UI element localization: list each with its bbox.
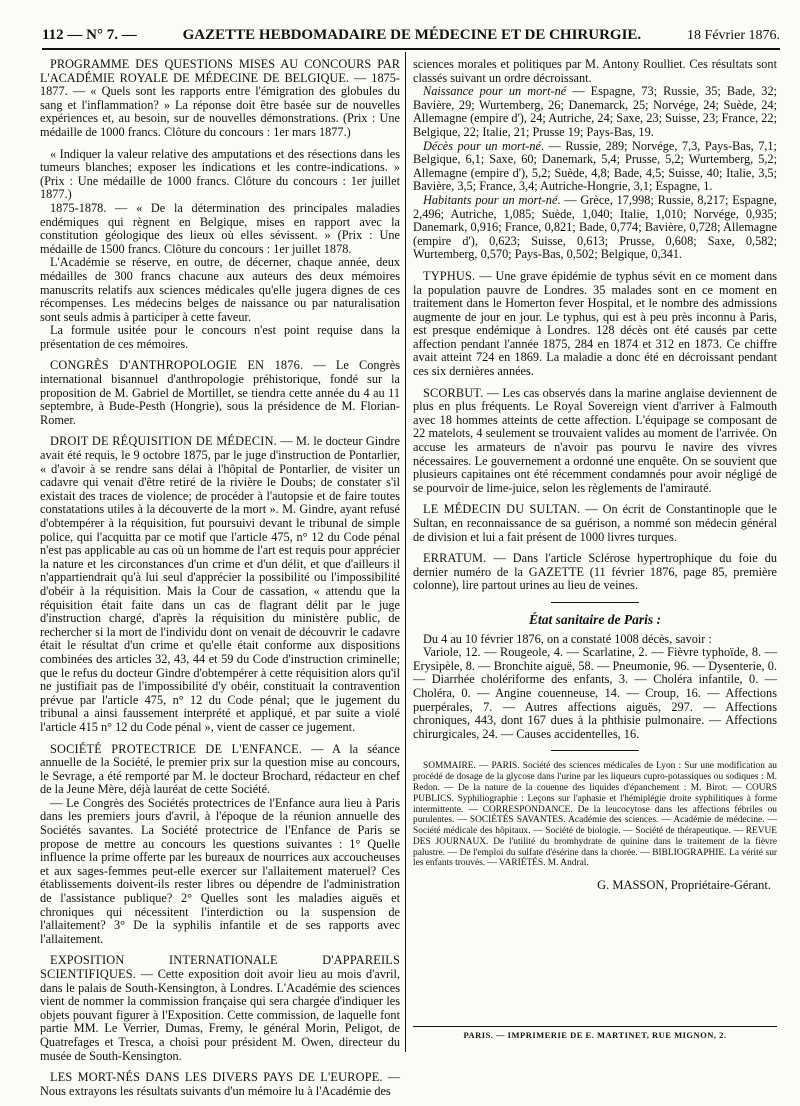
stillbirths-text: — Nous extrayons les résultats suivants d'un mémoire lu à l'Académie des: [40, 1070, 401, 1098]
stillbirths-title: LES MORT-NÉS DANS LES DIVERS PAYS DE L'EUROPE.: [50, 1070, 383, 1085]
journal-title: GAZETTE HEBDOMADAIRE DE MÉDECINE ET DE CHIRURGIE.: [182, 27, 642, 43]
issue-date: 18 Février 1876.: [687, 28, 780, 43]
births-label: Naissance pour un mort-né: [423, 84, 567, 99]
anthropology-text: — Le Congrès international bisannuel d'anthropologie préhistorique, fondé sur la proposition de M. Gabriel de Mortillet, se tiendra cette année du 4 au 11 septembre, à Bude-Pesth (Hongrie), sous la présidence de M. Florian-Romer.: [40, 358, 400, 427]
inhabitants-values: . — Grèce, 17,998; Russie, 8,217; Espagne, 2,496; Autriche, 1,085; Suède, 1,040; Italie, 1,010; Norvége, 0,935; Danemark, 0,916; France, 0,821; Bade, 0,774; Bavière, 0,728; Allemagne (empire d'), 0,623; Suisse, 0,613; Prusse, 0,608; Saxe, 0,582; Wurtemberg, 0,570; Pays-Bas, 0,502; Belgique, 0,341.: [413, 192, 777, 262]
erratum-text: — Dans l'article Sclérose hypertrophique du foie du dernier numéro de la GAZETTE (11 février 1876, page 85, première colonne), lire partout urines au lieu de veines.: [413, 551, 777, 593]
page-header: [42, 22, 780, 44]
typhus-text: — Une grave épidémie de typhus sévit en ce moment dans la population pauvre de Londres. 35 malades sont en ce moment en traitement dans le Homerton fever Hospital, et le nombre des admissions augmente de jour en jour. Le typhus, qui est à peu près inconnu à Paris, est presque endémique à Londres. 128 décès ont été causés par cette affection pendant l'année 1875, 284 en 1874 et 312 en 1873. Ce chiffre avait atteint 724 en 1869. La maladie a donc été en décroissant pendant ces six dernières années.: [413, 268, 777, 379]
sultan-article: [413, 503, 777, 544]
anthropology-title: CONGRÈS D'ANTHROPOLOGIE EN 1876.: [50, 358, 304, 373]
section-divider: [551, 602, 639, 603]
stillbirths-intro: [40, 1071, 400, 1098]
requisition-title: DROIT DE RÉQUISITION DE MÉDECIN.: [50, 434, 277, 449]
scurvy-title: SCORBUT.: [423, 385, 484, 400]
health-report-intro: Du 4 au 10 février 1876, on a constaté 1008 décès, savoir :: [423, 631, 712, 646]
childhood-title: SOCIÉTÉ PROTECTRICE DE L'ENFANCE.: [50, 741, 303, 756]
inhabitants-label: Habitants pour un mort-né: [423, 192, 558, 207]
academy-formula: La formule usitée pour le concours n'est point requise dans la présentation de ces mémoires.: [40, 323, 400, 351]
belgium-question-3: 1875-1878. — « De la détermination des principales maladies endémiques qui règnent en Belgique, mises en rapport avec la constitution géologique des lieux où elles sévissent. » (Prix : Une médaille de 1500 francs. Clôture du concours : 1er juillet 1878.: [40, 200, 400, 256]
exposition-article: [40, 954, 400, 1063]
right-column: [413, 58, 777, 893]
belgium-question-2: « Indiquer la valeur relative des amputations et des résections dans les tumeurs blanches; exposer les indications et les contre-indications. » (Prix : Une médaille de 1000 francs. Clôture du concours : 1er juillet 1877.): [40, 146, 400, 202]
exposition-title: EXPOSITION INTERNATIONALE D'APPAREILS SCIENTIFIQUES.: [40, 953, 400, 981]
exposition-text: — Cette exposition doit avoir lieu au mois d'avril, dans le palais de South-Kensington, à Londres. L'Académie des sciences vient de nommer la commission française qui sera chargée d'indiquer les objets pouvant figurer à l'Exposition. Cette commission, de laquelle font partie MM. Le Verrier, Dumas, Fremy, le général Morin, Peligot, de Quatrefages et Tresca, a choisi pour président M. Owen, directeur du musée de South-Kensington.: [40, 967, 400, 1063]
deaths-per-stillbirth: [413, 140, 777, 194]
scurvy-text: — Les cas observés dans la marine anglaise deviennent de plus en plus fréquents. Le Royal Sovereign vient d'arriver à Falmouth avec 18 hommes atteints de cette affection. L'équipage se composant de 22 matelots, 4 seulement se trouvaient valides au moment de l'arrivée. On accuse les armateurs de n'avoir pas pourvu le navire des vivres nécessaires. Le gouvernement a ordonné une enquête. On se souvient que plusieurs capitaines ont été récemment condamnés pour avoir négligé de se pourvoir de lime-juice, selon les règlements de l'amirauté.: [413, 385, 777, 495]
deaths-values: . — Russie, 289; Norvége, 7,3, Pays-Bas, 7,1; Belgique, 6,1; Saxe, 60; Danemark, 5,4; Prusse, 5,2; Wurtemberg, 5,2; Allemagne (empire d'), 5,2; Suède, 4,8; Bade, 4,5; Suisse, 40; Italie, 3,5; Bavière, 3,5; France, 3,4; Autriche-Hongrie, 3,1; Espagne, 1.: [413, 138, 777, 194]
header-rule: [42, 48, 780, 50]
printer-imprint: PARIS. — IMPRIMERIE DE E. MARTINET, RUE MIGNON, 2.: [413, 1026, 777, 1040]
publisher-signature: G. MASSON, Propriétaire-Gérant.: [597, 878, 771, 893]
stillbirths-continued: sciences morales et politiques par M. Antony Roulliet. Ces résultats sont classés suivant un ordre décroissant.: [413, 57, 777, 85]
requisition-text: — M. le docteur Gindre avait été requis, le 9 octobre 1875, par le juge d'instruction de Pontarlier, « d'avoir à se rendre sans délai à l'hôpital de Pontarlier, de visiter un cadavre qui venait d'être retiré de la rivière le Doubs; de constater s'il existait des traces de violence; de procéder à l'autopsie et de faire toutes constatations utiles à la découverte de la mort ». M. Gindre, ayant refusé d'obtempérer à la réquisition, fut poursuivi devant le tribunal de simple police, qui l'acquitta par ce motif que l'article 475, n° 12 du Code pénal n'est pas applicable au cas où un homme de l'art est requis pour apprécier la nature et les circonstances d'un crime et d'un délit, et que d'ailleurs il n'appartiendrait qu'à lui seul d'apprécier la possibilité ou l'impossibilité d'obéir à la réquisition. Mais la Cour de cassation, « attendu que la réquisition était faite dans un cas de flagrant délit par le juge d'instruction chargé, d'après la réquisition du ministère public, de rechercher si la mort de l'individu dont on venait de découvrir le cadavre était le résultat d'un crime et qu'elle était conforme aux dispositions combinées des articles 32, 43, 44 et 59 du Code d'instruction criminelle; que le refus du docteur Gindre d'obtempérer à cette réquisition alors qu'il ne justifiait pas de l'impossibilité d'y obéir, constituait la contravention prévue par l'article 475, n° 12 du Code pénal; que le jugement du tribunal a ainsi faussement interprété et appliqué, et par suite a violé l'article 415 n° 12 du Code pénal », vient de casser ce jugement.: [40, 434, 400, 734]
anthropology-congress: [40, 359, 400, 427]
childhood-society: [40, 743, 400, 797]
erratum: [413, 552, 777, 593]
deaths-label: Décès pour un mort-né: [423, 138, 541, 153]
births-per-stillbirth: [413, 85, 777, 139]
childhood-congress: — Le Congrès des Sociétés protectrices de l'Enfance aura lieu à Paris dans les premiers jours d'avril, à l'époque de la réunion annuelle des Sociétés savantes. La Société protectrice de l'Enfance de Paris se propose de mettre au concours les questions suivantes : 1° Quelle influence la prime offerte par les bureaux de nourrices aux accoucheuses et aux sages-femmes peut-elle exercer sur l'allaitement materuel? Ces établissements doivent-ils rester libres ou dépendre de l'administration de l'assistance publique? 2° Quelles sont les maladies aiguës et chroniques qui nécessitent l'interdiction ou la suspension de l'allaitement? 3° De la syphilis infantile et de ses rapports avec l'allaitement.: [40, 795, 400, 946]
typhus-title: TYPHUS.: [423, 268, 476, 283]
academy-medals: L'Académie se réserve, en outre, de décerner, chaque année, deux médailles de 300 francs chacune aux auteurs des deux mémoires manuscrits relatifs aux sciences médicales qu'elle jugera dignes de ces récompenses. Les médecins belges de naissance ou par naturalisation sont seuls admis à participer à cette faveur.: [40, 255, 400, 324]
sultan-text: — On écrit de Constantinople que le Sultan, en reconnaissance de sa guérison, a nommé son médecin général de division et lui a fait présent de 1000 livres turques.: [413, 502, 778, 544]
column-divider: [405, 52, 406, 1052]
requisition-article: [40, 435, 400, 734]
left-column: [40, 58, 400, 1106]
scurvy-article: [413, 387, 777, 496]
health-report-title: État sanitaire de Paris :: [528, 611, 661, 627]
page-number: 112 — N° 7. —: [42, 27, 137, 43]
inhabitants-per-stillbirth: [413, 194, 777, 262]
erratum-title: ERRATUM.: [423, 551, 487, 566]
sultan-title: LE MÉDECIN DU SULTAN.: [423, 502, 581, 517]
table-of-contents: SOMMAIRE. — PARIS. Société des sciences médicales de Lyon : Sur une modification au procédé de dosage de la glycose dans l'urine par les liqueurs cupro-potassiques ou sodiques : M. Redon. — De la nature de la couenne des liquides d'épanchement : M. Birot. — COURS PUBLICS. Syphiliographie : Leçons sur l'aphasie et l'hémiplégie droite syphilitiques à forme intermittente. — CORRESPONDANCE. De la leucocytose dans les affections fébriles ou purulentes. — SOCIÉTÉS SAVANTES. Académie des sciences. — Académie de médecine. — Société médicale des hôpitaux. — Société de biologie. — Société de thérapeutique. — REVUE DES JOURNAUX. De l'utilité du bromhydrate de quinine dans le traitement de la fièvre palustre. — De l'emploi du sulfate d'ésérine dans la chorée. — BIBLIOGRAPHIE. La vérité sur les enfants trouvés. — VARIÉTÉS. M. Andral.: [413, 761, 777, 869]
childhood-text: — A la séance annuelle de la Société, le premier prix sur la question mise au concours, le Sevrage, a été remporté par M. le docteur Brochard, rédacteur en chef de la Jeune Mère, déjà lauréat de cette Société.: [40, 741, 400, 797]
health-report-list: Variole, 12. — Rougeole, 4. — Scarlatine, 2. — Fièvre typhoïde, 8. — Erysipèle, 8. — Bronchite aiguë, 58. — Pneumonie, 96. — Dysenterie, 0. — Diarrhée cholériforme des enfants, 3. — Choléra infantile, 0. — Choléra, 0. — Angine couenneuse, 14. — Croup, 16. — Affections puerpérales, 7. — Autres affections aiguës, 297. — Affections chroniques, 443, dont 167 dues à la phthisie pulmonaire. — Affections chirurgicales, 24. — Causes accidentelles, 16.: [413, 645, 777, 741]
belgium-programme: PROGRAMME DES QUESTIONS MISES AU CONCOURS PAR L'ACADÉMIE ROYALE DE MÉDECINE DE BELGIQUE. — 1875-1877. — « Quels sont les rapports entre l'émigration des globules du sang et l'inflammation? » La réponse doit être basée sur de nouvelles expériences et, au besoin, sur de nouvelles démonstrations. (Prix : Une médaille de 1000 francs. Clôture du concours : 1er mars 1877.): [40, 57, 400, 139]
typhus-article: [413, 270, 777, 379]
births-values: — Espagne, 73; Russie, 35; Bade, 32; Bavière, 29; Wurtemberg, 26; Danemarck, 25; Norvége, 24; Suède, 24; Allemagne (empire d'), 24; Autriche, 24; Saxe, 23; Suisse, 23; France, 22; Belgique, 22; Italie, 21; Prusse 19; Pays-Bas, 19.: [413, 84, 778, 139]
summary-divider: [551, 750, 639, 751]
